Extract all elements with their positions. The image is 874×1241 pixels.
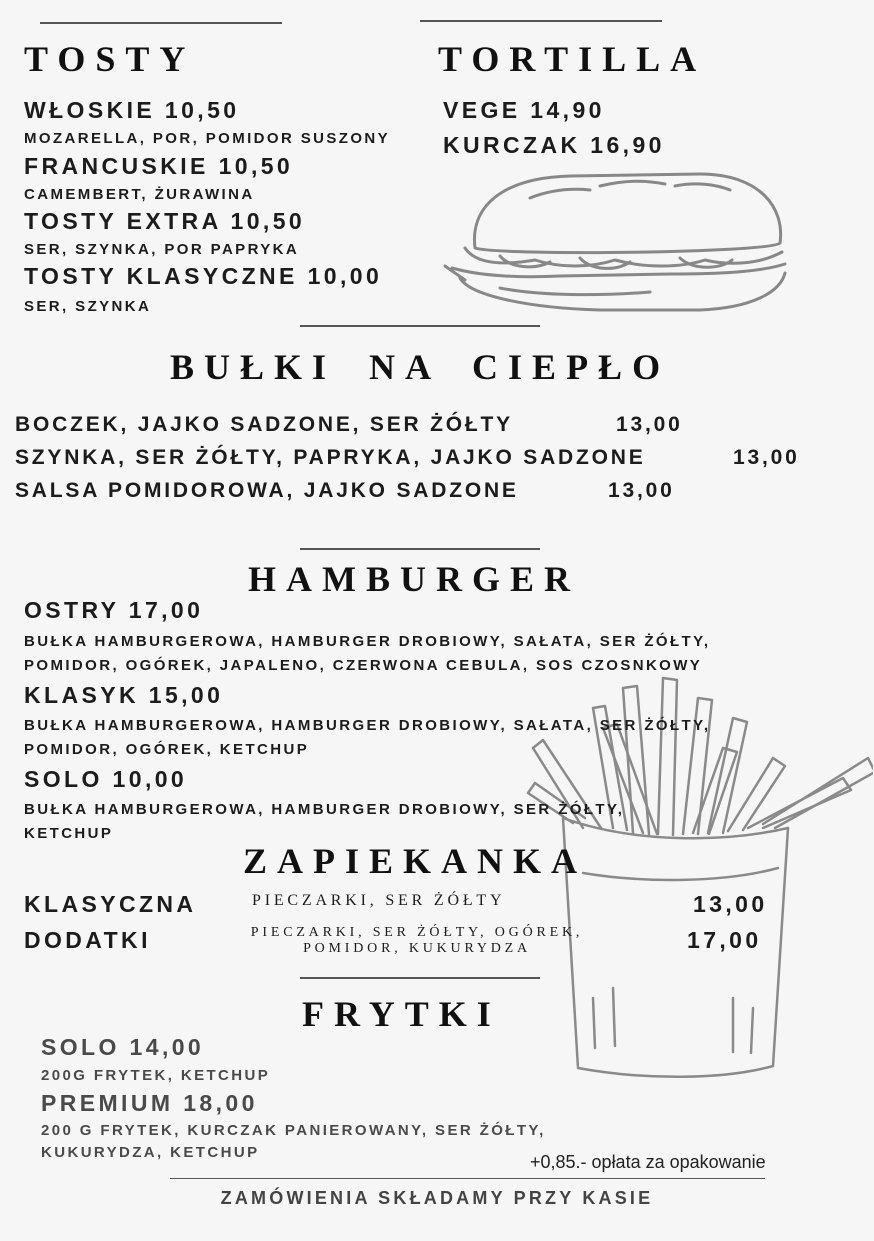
frytki-top-rule — [300, 977, 540, 979]
bulki-item-name: BOCZEK, JAJKO SADZONE, SER ŻÓŁTY — [15, 413, 513, 436]
footer-note: ZAMÓWIENIA SKŁADAMY PRZY KASIE — [220, 1188, 654, 1208]
sandwich-illustration-icon — [440, 168, 790, 318]
hamburger-top-rule — [300, 548, 540, 550]
tortilla-title: TORTILLA — [438, 39, 707, 79]
tosty-item-name: TOSTY KLASYCZNE 10,00 — [24, 263, 383, 289]
hamburger-item-desc: BUŁKA HAMBURGEROWA, HAMBURGER DROBIOWY, SAŁATA, SER ŻÓŁTY, — [24, 633, 711, 650]
frytki-item-name: SOLO 14,00 — [41, 1034, 205, 1060]
footer-rule — [170, 1178, 765, 1179]
zapiekanka-item-price: 13,00 — [693, 891, 768, 917]
frytki-item-desc: KUKURYDZA, KETCHUP — [41, 1144, 260, 1161]
hamburger-item-desc: POMIDOR, OGÓREK, KETCHUP — [24, 741, 310, 758]
hamburger-item-name: SOLO 10,00 — [24, 766, 188, 792]
zapiekanka-desc-block — [218, 925, 616, 957]
tosty-item-name: WŁOSKIE 10,50 — [24, 97, 240, 123]
zapiekanka-item-desc: PIECZARKI, SER ŻÓŁTY — [252, 892, 506, 909]
hamburger-item-name: OSTRY 17,00 — [24, 597, 204, 623]
bulki-title: BUŁKI NA CIEPŁO — [170, 347, 671, 387]
bulki-item-price: 13,00 — [733, 446, 800, 469]
bulki-item-price: 13,00 — [608, 479, 675, 502]
tosty-item-name: TOSTY EXTRA 10,50 — [24, 208, 306, 234]
hamburger-item-desc: BUŁKA HAMBURGEROWA, HAMBURGER DROBIOWY, SER ŻÓŁTY, — [24, 801, 625, 818]
bulki-top-rule — [300, 325, 540, 327]
zapiekanka-title: ZAPIEKANKA — [243, 841, 588, 881]
tosty-top-rule — [40, 22, 282, 24]
zapiekanka-item-name: KLASYCZNA — [24, 891, 197, 917]
tosty-item-desc: MOZARELLA, POR, POMIDOR SUSZONY — [24, 130, 391, 147]
hamburger-item-name: KLASYK 15,00 — [24, 682, 224, 708]
tosty-item-name: FRANCUSKIE 10,50 — [24, 153, 294, 179]
bulki-item-name: SZYNKA, SER ŻÓŁTY, PAPRYKA, JAJKO SADZONE — [15, 446, 646, 469]
frytki-title: FRYTKI — [302, 994, 501, 1034]
tosty-item-desc: SER, SZYNKA, POR PAPRYKA — [24, 241, 300, 258]
tosty-item-desc: SER, SZYNKA — [24, 298, 152, 315]
hamburger-title: HAMBURGER — [248, 559, 580, 599]
frytki-item-name: PREMIUM 18,00 — [41, 1090, 258, 1116]
frytki-item-desc: 200G FRYTEK, KETCHUP — [41, 1067, 271, 1084]
bulki-item-price: 13,00 — [616, 413, 683, 436]
tortilla-item: KURCZAK 16,90 — [443, 132, 665, 158]
tosty-title: TOSTY — [24, 39, 196, 79]
tortilla-item: VEGE 14,90 — [443, 97, 605, 123]
hamburger-item-desc: BUŁKA HAMBURGEROWA, HAMBURGER DROBIOWY, SAŁATA, SER ŻÓŁTY, — [24, 717, 711, 734]
zapiekanka-item-price: 17,00 — [687, 927, 762, 953]
hamburger-item-desc: POMIDOR, OGÓREK, JAPALENO, CZERWONA CEBULA, SOS CZOSNKOWY — [24, 657, 703, 674]
frytki-item-desc: 200 G FRYTEK, KURCZAK PANIEROWANY, SER ŻÓŁTY, — [41, 1122, 546, 1139]
zapiekanka-item-name: DODATKI — [24, 927, 151, 953]
packaging-note: +0,85.- opłata za opakowanie — [530, 1152, 766, 1172]
tosty-item-desc: CAMEMBERT, ŻURAWINA — [24, 186, 255, 203]
tortilla-top-rule — [420, 20, 662, 22]
bulki-item-name: SALSA POMIDOROWA, JAJKO SADZONE — [15, 479, 519, 502]
zapiekanka-item-desc: PIECZARKI, SER ŻÓŁTY, OGÓREK, — [250, 925, 584, 940]
zapiekanka-item-desc: POMIDOR, KUKURYDZA — [303, 941, 531, 956]
hamburger-item-desc: KETCHUP — [24, 825, 114, 842]
